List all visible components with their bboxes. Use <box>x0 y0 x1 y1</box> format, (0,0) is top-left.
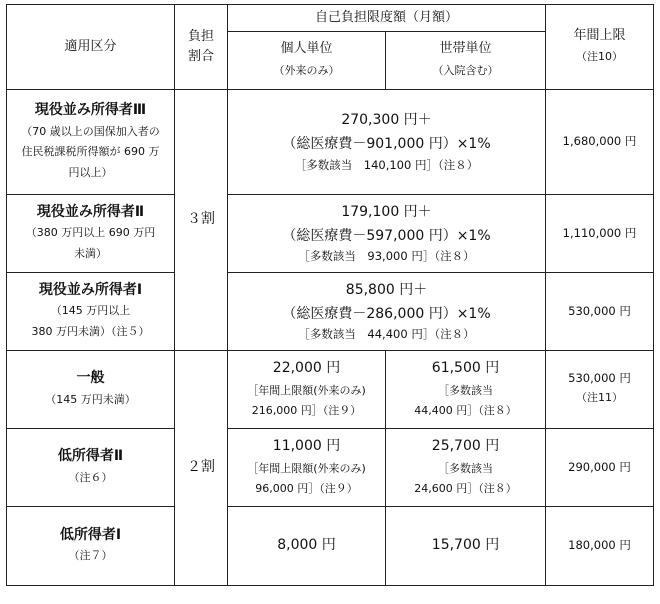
row-general-category: 一般 （145 万円未満） <box>7 351 175 429</box>
ratio-30-percent: ３割 <box>175 90 228 351</box>
row-active-income-3-category: 現役並み所得者Ⅲ （70 歳以上の国保加入者の 住民税課税所得額が 690 万 円以上） <box>7 90 175 195</box>
burden-limit-table <box>6 4 654 586</box>
row-low-income-1-annual: 180,000 円 <box>546 507 654 586</box>
row-low-income-1-individual: 8,000 円 <box>228 507 386 586</box>
row-low-income-2-individual: 11,000 円 ［年間上限額(外来のみ) 96,000 円］（注９） <box>228 429 386 507</box>
header-category: 適用区分 <box>7 5 175 90</box>
header-individual: 個人単位 （外来のみ） <box>228 32 386 90</box>
row-active-income-2-category: 現役並み所得者Ⅱ （380 万円以上 690 万円 未満） <box>7 195 175 273</box>
row-active-income-1-limit: 85,800 円＋ （総医療費－286,000 円）×1% ［多数該当 44,400 円］（注８） <box>228 273 546 351</box>
row-low-income-2-household: 25,700 円 ［多数該当 24,600 円］（注８） <box>386 429 546 507</box>
row-general-household: 61,500 円 ［多数該当 44,400 円］（注８） <box>386 351 546 429</box>
row-active-income-3-limit: 270,300 円＋ （総医療費－901,000 円）×1% ［多数該当 140,100 円］（注８） <box>228 90 546 195</box>
row-low-income-1-category: 低所得者Ⅰ （注７） <box>7 507 175 586</box>
row-active-income-1-category: 現役並み所得者Ⅰ （145 万円以上 380 万円未満）（注５） <box>7 273 175 351</box>
row-low-income-2-category: 低所得者Ⅱ （注６） <box>7 429 175 507</box>
header-household: 世帯単位 （入院含む） <box>386 32 546 90</box>
row-active-income-3-annual: 1,680,000 円 <box>546 90 654 195</box>
row-active-income-1-annual: 530,000 円 <box>546 273 654 351</box>
header-limit-monthly: 自己負担限度額（月額） <box>228 5 546 32</box>
ratio-20-percent: ２割 <box>175 351 228 586</box>
row-general-individual: 22,000 円 ［年間上限額(外来のみ) 216,000 円］（注９） <box>228 351 386 429</box>
header-burden-ratio: 負担 割合 <box>175 5 228 90</box>
row-low-income-1-household: 15,700 円 <box>386 507 546 586</box>
row-active-income-2-limit: 179,100 円＋ （総医療費－597,000 円）×1% ［多数該当 93,000 円］（注８） <box>228 195 546 273</box>
row-active-income-2-annual: 1,110,000 円 <box>546 195 654 273</box>
row-general-annual: 530,000 円 （注11） <box>546 351 654 429</box>
row-low-income-2-annual: 290,000 円 <box>546 429 654 507</box>
header-annual-limit: 年間上限 （注10） <box>546 5 654 90</box>
